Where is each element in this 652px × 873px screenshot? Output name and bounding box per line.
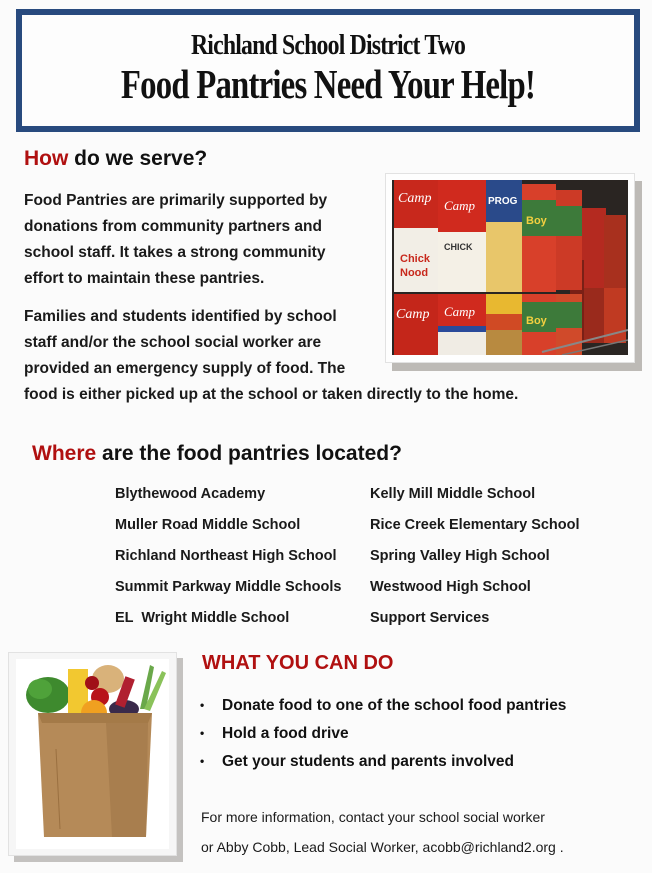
bullet-icon: • — [200, 754, 205, 768]
text-line: staff and/or the school social worker are — [24, 334, 322, 351]
svg-text:CHICK: CHICK — [444, 242, 473, 252]
text-line: effort to maintain these pantries. — [24, 270, 265, 287]
how-heading-accent: How — [24, 147, 69, 170]
how-heading-rest: do we serve? — [68, 147, 208, 170]
bullet-icon: • — [200, 726, 205, 740]
text-line: Food Pantries are primarily supported by — [24, 192, 328, 209]
bullet-icon: • — [200, 698, 205, 712]
action-text: Donate food to one of the school food pantries — [222, 697, 567, 714]
text-line: Families and students identified by school — [24, 308, 337, 325]
text-line: provided an emergency supply of food. The — [24, 360, 346, 377]
title-banner — [16, 9, 640, 132]
text-line: donations from community partners and — [24, 218, 322, 235]
action-text: Hold a food drive — [222, 725, 349, 742]
what-you-can-do-heading: WHAT YOU CAN DO — [202, 652, 394, 674]
grocery-bag-icon — [16, 659, 169, 849]
district-name: Richland School District Two — [190, 29, 466, 61]
svg-text:Boy: Boy — [526, 215, 547, 227]
action-item — [200, 693, 566, 721]
location-item: Muller Road Middle School — [115, 517, 301, 533]
svg-text:Camp: Camp — [398, 191, 432, 206]
location-item: Blythewood Academy — [115, 486, 266, 502]
action-text: Get your students and parents involved — [222, 753, 514, 770]
svg-text:Camp: Camp — [444, 198, 476, 213]
canned-food-photo — [392, 180, 628, 355]
canned-soup-image-icon — [392, 180, 628, 355]
svg-text:Nood: Nood — [400, 267, 429, 279]
grocery-bag-photo-frame — [8, 652, 177, 856]
contact-line-2: or Abby Cobb, Lead Social Worker, acobb@richland2.org . — [201, 839, 564, 855]
location-item: Summit Parkway Middle Schools — [115, 579, 342, 595]
contact-info — [201, 802, 564, 862]
location-item: Kelly Mill Middle School — [370, 486, 536, 502]
location-item: Rice Creek Elementary School — [370, 517, 580, 533]
svg-text:PROG: PROG — [488, 196, 518, 207]
locations-left-column — [115, 484, 341, 639]
svg-text:Chick: Chick — [400, 253, 430, 265]
where-heading-accent: Where — [32, 442, 97, 465]
action-list — [200, 693, 566, 777]
action-item — [200, 749, 566, 777]
contact-line-1: For more information, contact your school social worker — [201, 809, 545, 825]
text-line: school staff. It takes a strong community — [24, 244, 326, 261]
how-heading — [24, 147, 207, 171]
locations-right-column — [370, 484, 580, 639]
location-item: EL Wright Middle School — [115, 610, 290, 626]
text-line: food is either picked up at the school or taken directly to the home. — [24, 386, 519, 403]
where-heading — [32, 442, 402, 466]
action-item — [200, 721, 566, 749]
location-item: Spring Valley High School — [370, 548, 550, 564]
location-item: Support Services — [370, 610, 490, 626]
canned-food-photo-frame — [385, 173, 635, 363]
svg-text:Camp: Camp — [396, 307, 430, 322]
how-paragraph-1 — [24, 188, 327, 292]
svg-text:Camp: Camp — [444, 304, 476, 319]
location-item: Richland Northeast High School — [115, 548, 337, 564]
page-title: Food Pantries Need Your Help! — [120, 61, 536, 107]
location-item: Westwood High School — [370, 579, 531, 595]
grocery-bag-photo — [16, 659, 169, 849]
where-heading-rest: are the food pantries located? — [96, 442, 402, 465]
svg-text:Boy: Boy — [526, 315, 547, 327]
